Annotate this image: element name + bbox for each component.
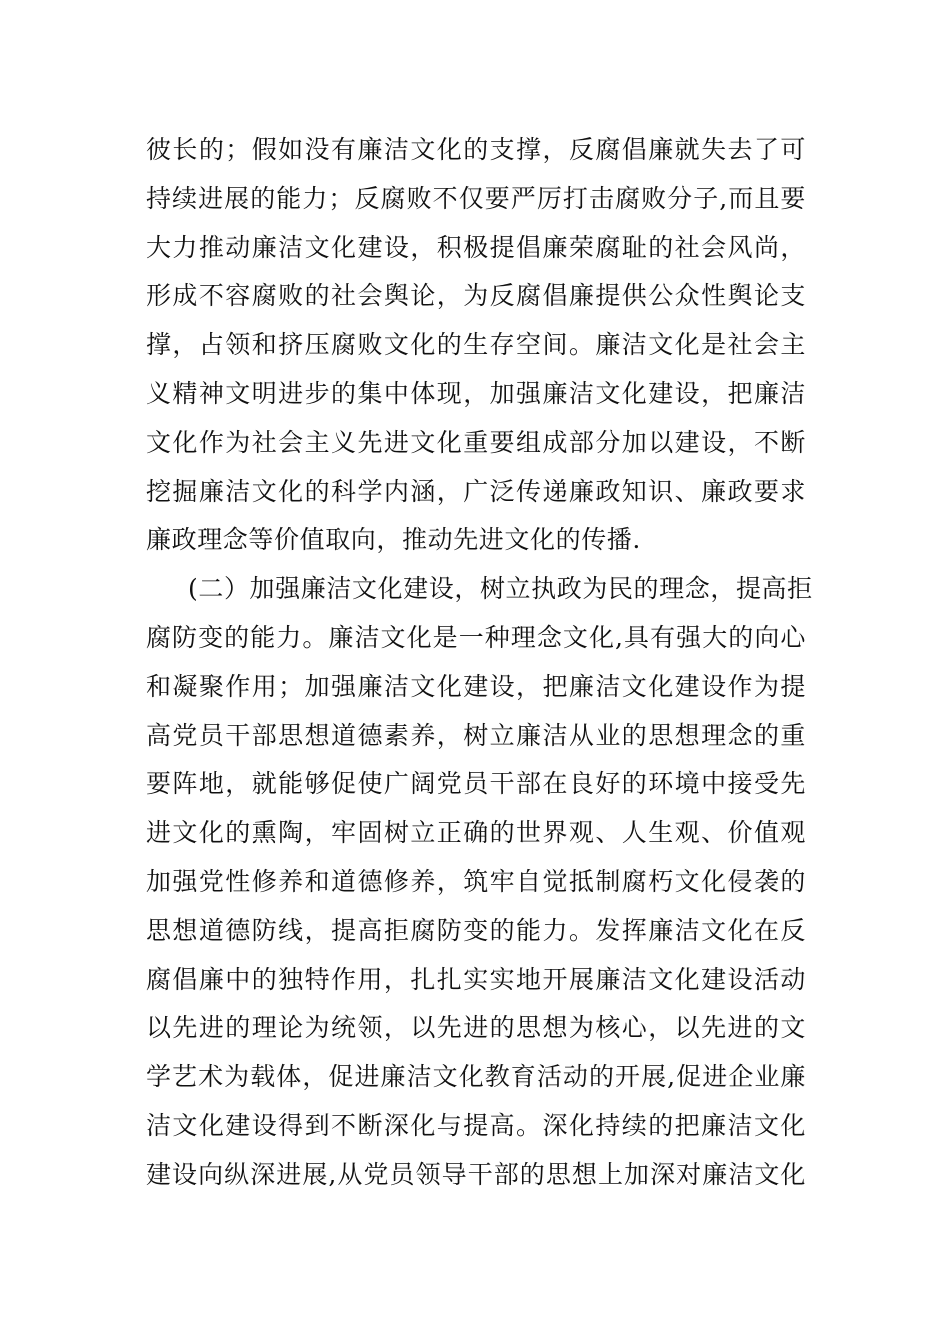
text-line-19: 以先进的理论为统领，以先进的思想为核心，以先进的文	[146, 1013, 806, 1043]
body-text	[146, 126, 813, 1200]
section-heading-line: (二）加强廉洁文化建设，树立执政为民的理念，提高拒	[188, 574, 813, 604]
text-line-9: 廉政理念等价值取向，推动先进文化的传播.	[146, 525, 641, 555]
text-line-22: 建设向纵深进展,从党员领导干部的思想上加深对廉洁文化	[146, 1159, 806, 1189]
text-line-4: 形成不容腐败的社会舆论，为反腐倡廉提供公众性舆论支	[146, 281, 806, 311]
text-line-6: 义精神文明进步的集中体现，加强廉洁文化建设，把廉洁	[146, 378, 806, 408]
text-line-17: 思想道德防线，提高拒腐防变的能力。发挥廉洁文化在反	[146, 915, 806, 945]
text-line-8: 挖掘廉洁文化的科学内涵，广泛传递廉政知识、廉政要求	[146, 476, 806, 506]
text-line-14: 要阵地，就能够促使广阔党员干部在良好的环境中接受先	[146, 769, 806, 799]
text-line-16: 加强党性修养和道德修养，筑牢自觉抵制腐朽文化侵袭的	[146, 866, 806, 896]
text-line-20: 学艺术为载体，促进廉洁文化教育活动的开展,促进企业廉	[146, 1062, 806, 1092]
text-line-21: 洁文化建设得到不断深化与提高。深化持续的把廉洁文化	[146, 1110, 806, 1140]
text-line-1: 彼长的；假如没有廉洁文化的支撑，反腐倡廉就失去了可	[146, 135, 806, 164]
text-line-2: 持续进展的能力；反腐败不仅要严厉打击腐败分子,而且要	[146, 183, 806, 213]
text-line-7: 文化作为社会主义先进文化重要组成部分加以建设，不断	[146, 427, 806, 457]
text-line-11: 腐防变的能力。廉洁文化是一种理念文化,具有强大的向心	[146, 622, 806, 652]
text-line-12: 和凝聚作用；加强廉洁文化建设，把廉洁文化建设作为提	[146, 671, 806, 701]
text-line-18: 腐倡廉中的独特作用，扎扎实实地开展廉洁文化建设活动	[146, 964, 806, 994]
text-line-5: 撑，占领和挤压腐败文化的生存空间。廉洁文化是社会主	[146, 330, 806, 360]
text-line-15: 进文化的熏陶，牢固树立正确的世界观、人生观、价值观	[146, 818, 806, 848]
text-line-13: 高党员干部思想道德素养，树立廉洁从业的思想理念的重	[146, 720, 806, 750]
text-line-3: 大力推动廉洁文化建设，积极提倡廉荣腐耻的社会风尚，	[146, 232, 806, 262]
